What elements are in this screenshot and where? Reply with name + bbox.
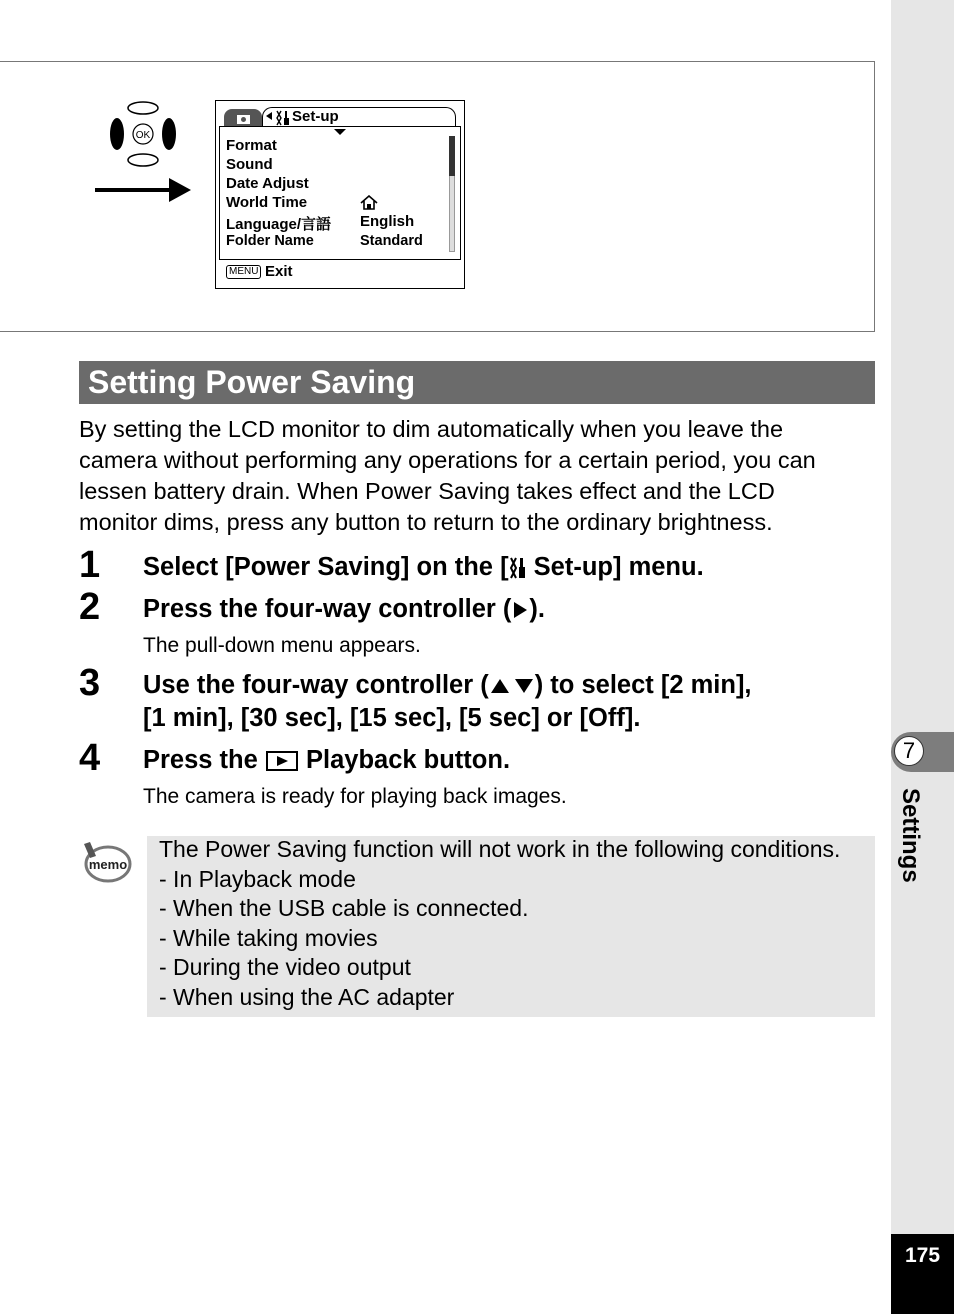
camera-icon — [224, 109, 262, 127]
triangle-left-icon — [266, 112, 272, 120]
lcd-value-folder-name: Standard — [360, 233, 423, 249]
lcd-exit-label: Exit — [265, 263, 293, 280]
page-number: 175 — [891, 1234, 954, 1314]
chapter-number: 7 — [894, 736, 924, 766]
chapter-label: Settings — [897, 788, 924, 883]
right-arrow-icon — [95, 175, 193, 205]
lcd-item-language: Language/言語 — [226, 216, 332, 233]
triangle-down-icon — [334, 129, 346, 135]
intro-line: monitor dims, press any button to return to the ordinary brightness. — [79, 509, 773, 535]
step-text-part: Select [Power Saving] on the [ — [143, 553, 509, 581]
lcd-item-sound: Sound — [226, 156, 273, 173]
intro-paragraph — [79, 414, 879, 538]
lcd-item-date-adjust: Date Adjust — [226, 175, 309, 192]
memo-list-item: - When the USB cable is connected. — [159, 895, 529, 921]
step-text-part: Use the four-way controller ( — [143, 671, 489, 699]
four-way-controller-icon — [108, 100, 178, 168]
step-text — [143, 593, 545, 626]
memo-list-item: - While taking movies — [159, 925, 378, 951]
side-strip — [891, 0, 954, 1314]
home-icon — [360, 195, 378, 210]
step-text-continued: [1 min], [30 sec], [15 sec], [5 sec] or [Off]. — [143, 704, 641, 732]
lcd-item-world-time: World Time — [226, 194, 308, 211]
step-number: 3 — [79, 662, 101, 704]
step-text — [143, 551, 704, 584]
memo-icon — [80, 840, 132, 886]
lcd-scrollbar-thumb — [449, 136, 455, 176]
lcd-camera-tab — [224, 109, 262, 127]
intro-line: camera without performing any operations for a certain period, you can — [79, 447, 816, 473]
step-text-part: ). — [529, 595, 545, 623]
section-title: Setting Power Saving — [88, 364, 416, 400]
lcd-menu-button: MENU — [226, 265, 261, 279]
step-number: 4 — [79, 737, 101, 779]
wrench-icon — [275, 110, 291, 126]
up-down-triangles-icon — [489, 676, 535, 696]
step-number: 1 — [79, 544, 101, 586]
lcd-tab-label: Set-up — [292, 108, 339, 125]
step-text — [143, 669, 752, 702]
triangle-right-icon — [511, 600, 529, 620]
memo-list-item: - During the video output — [159, 954, 411, 980]
intro-line: lessen battery drain. When Power Saving takes effect and the LCD — [79, 478, 775, 504]
step-text-part: Set-up] menu. — [526, 553, 704, 581]
lcd-item-format: Format — [226, 137, 277, 154]
memo-list-item: - When using the AC adapter — [159, 984, 455, 1010]
playback-button-icon — [265, 749, 299, 773]
step-text-part: Press the four-way controller ( — [143, 595, 512, 623]
step-text-part: ) to select [2 min], — [534, 671, 752, 699]
step-text — [143, 744, 510, 777]
lcd-item-folder-name: Folder Name — [226, 233, 314, 249]
memo-list-item: - In Playback mode — [159, 866, 356, 892]
step-text-part: Press the — [143, 746, 265, 774]
step-text-part: Playback button. — [298, 746, 511, 774]
memo-icon-text: memo — [88, 857, 128, 872]
intro-line: By setting the LCD monitor to dim automatically when you leave the — [79, 416, 784, 442]
step-description: The camera is ready for playing back images. — [143, 785, 567, 808]
svg-text:OK: OK — [135, 130, 151, 141]
lcd-value-language: English — [360, 213, 415, 230]
setup-wrench-icon — [509, 556, 527, 580]
step-number: 2 — [79, 586, 101, 628]
step-description: The pull-down menu appears. — [143, 634, 421, 657]
memo-text: The Power Saving function will not work in the following conditions. — [159, 836, 841, 862]
